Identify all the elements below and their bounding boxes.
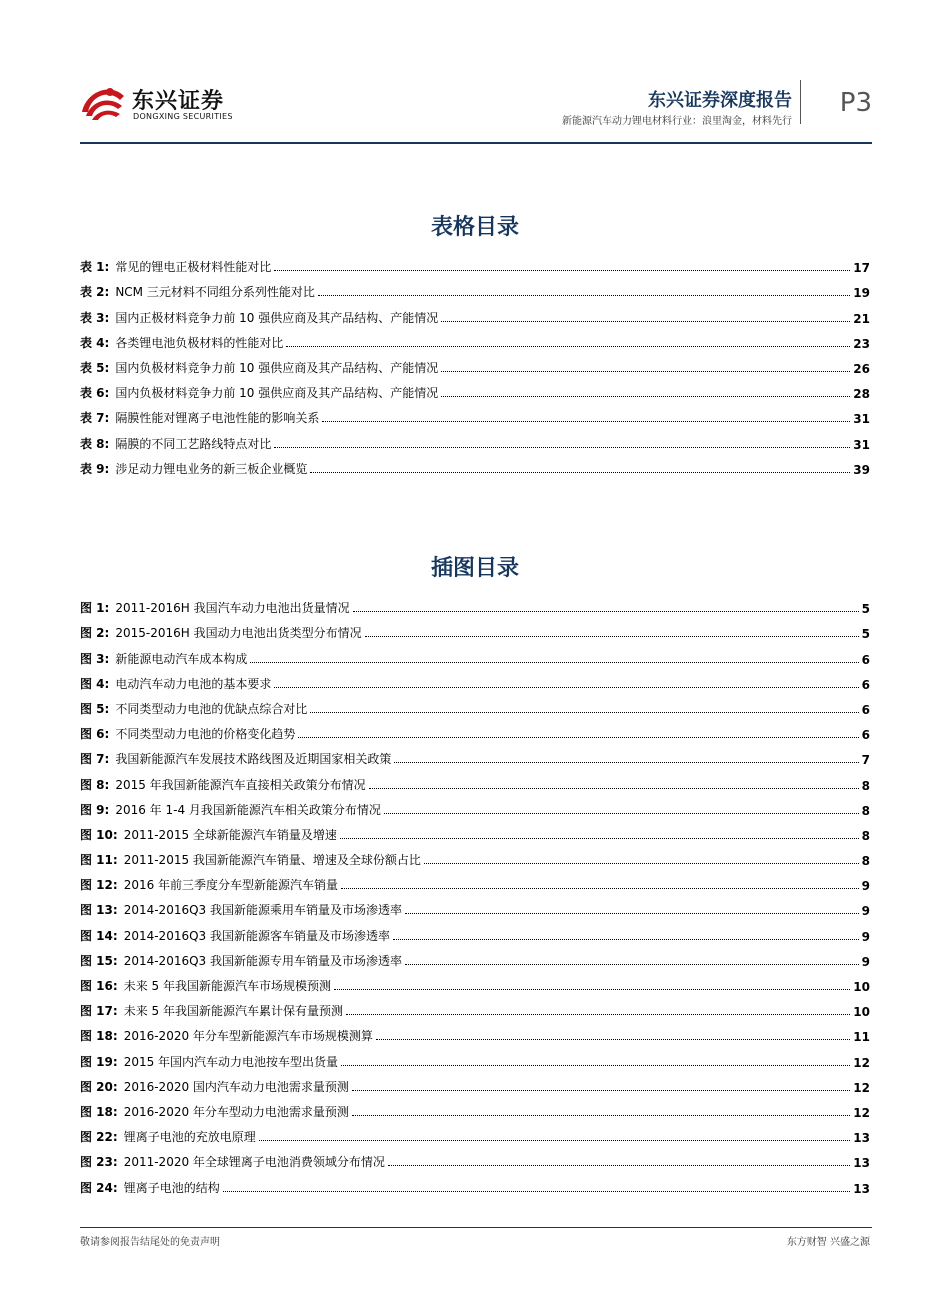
- figure-toc-entry[interactable]: [80, 893, 870, 918]
- toc-entry-text: 未来 5 年我国新能源汽车累计保有量预测: [123, 1004, 343, 1019]
- figure-toc-entry[interactable]: [80, 1095, 870, 1120]
- logo-english-name: DONGXING SECURITIES: [133, 112, 233, 121]
- figure-toc-entry[interactable]: [80, 868, 870, 893]
- toc-leader-dots: [384, 812, 859, 814]
- toc-leader-dots: [346, 1013, 850, 1015]
- toc-entry-label: 图 5:: [80, 701, 110, 716]
- report-subtitle: 新能源汽车动力锂电材料行业：浪里淘金，材料先行: [562, 116, 792, 127]
- figures-toc-title: 插图目录: [430, 556, 519, 581]
- toc-entry-page: 13: [853, 1131, 870, 1146]
- toc-entry-text: 2014-2016Q3 我国新能源乘用车销量及市场渗透率: [123, 903, 402, 918]
- toc-entry-text: 2011-2020 年全球锂离子电池消费领域分布情况: [123, 1155, 385, 1170]
- toc-entry-label: 图 14:: [80, 928, 118, 943]
- toc-entry-text: 2016 年 1-4 月我国新能源汽车相关政策分布情况: [115, 802, 381, 817]
- figures-toc-list: [80, 591, 870, 1196]
- table-toc-entry[interactable]: [80, 426, 870, 451]
- toc-entry-label: 图 9:: [80, 802, 110, 817]
- table-toc-entry[interactable]: [80, 300, 870, 325]
- toc-entry-text: 2016-2020 年分车型新能源汽车市场规模测算: [123, 1029, 373, 1044]
- footer-slogan: 东方财智 兴盛之源: [786, 1237, 870, 1248]
- toc-entry-label: 图 17:: [80, 1004, 118, 1019]
- table-toc-entry[interactable]: [80, 250, 870, 275]
- figure-toc-entry[interactable]: [80, 944, 870, 969]
- toc-entry-label: 图 11:: [80, 853, 118, 868]
- toc-entry-label: 图 16:: [80, 979, 118, 993]
- company-logo: [80, 78, 280, 126]
- toc-entry-page: 9: [861, 929, 870, 944]
- tables-toc-title: 表格目录: [430, 215, 519, 240]
- toc-entry-page: 5: [861, 627, 870, 642]
- toc-entry-text: 2011-2015 我国新能源汽车销量、增速及全球份额占比: [123, 853, 421, 868]
- toc-leader-dots: [223, 1190, 851, 1192]
- toc-leader-dots: [298, 736, 858, 738]
- figure-toc-entry[interactable]: [80, 667, 870, 692]
- toc-entry-text: 常见的锂电正极材料性能对比: [115, 260, 272, 275]
- toc-entry-label: 图 15:: [80, 953, 118, 968]
- figure-toc-entry[interactable]: [80, 641, 870, 666]
- toc-leader-dots: [365, 635, 859, 637]
- toc-entry-text: 2014-2016Q3 我国新能源客车销量及市场渗透率: [123, 928, 390, 943]
- toc-leader-dots: [405, 912, 859, 914]
- table-toc-entry[interactable]: [80, 401, 870, 426]
- toc-entry-label: 图 3:: [80, 651, 110, 666]
- toc-entry-label: 表 4:: [80, 335, 110, 350]
- toc-leader-dots: [341, 1064, 850, 1066]
- toc-entry-text: 国内正极材料竞争力前 10 强供应商及其产品结构、产能情况: [115, 310, 439, 325]
- toc-entry-page: 39: [853, 462, 870, 477]
- toc-leader-dots: [352, 1114, 850, 1116]
- toc-entry-text: 不同类型动力电池的优缺点综合对比: [115, 701, 308, 716]
- toc-entry-text: 隔膜的不同工艺路线特点对比: [115, 436, 272, 451]
- toc-entry-page: 19: [853, 286, 870, 301]
- toc-entry-page: 26: [853, 361, 870, 376]
- header-rule: [80, 142, 872, 144]
- toc-entry-text: 新能源电动汽车成本构成: [115, 651, 248, 666]
- figure-toc-entry[interactable]: [80, 1070, 870, 1095]
- toc-entry-page: 13: [853, 1181, 870, 1196]
- toc-entry-text: 国内负极材料竞争力前 10 强供应商及其产品结构、产能情况: [115, 360, 439, 375]
- table-toc-entry[interactable]: [80, 326, 870, 351]
- toc-entry-text: 2015 年我国新能源汽车直接相关政策分布情况: [115, 777, 366, 792]
- toc-entry-label: 图 13:: [80, 903, 118, 918]
- dongxing-logo-icon: [80, 82, 126, 122]
- toc-entry-page: 11: [853, 1030, 870, 1045]
- figure-toc-entry[interactable]: [80, 1120, 870, 1145]
- toc-entry-label: 图 19:: [80, 1054, 118, 1069]
- toc-entry-label: 表 3:: [80, 310, 110, 325]
- toc-entry-label: 表 9:: [80, 461, 110, 476]
- toc-entry-page: 10: [853, 980, 870, 994]
- toc-entry-text: 锂离子电池的充放电原理: [123, 1130, 256, 1145]
- figure-toc-entry[interactable]: [80, 767, 870, 792]
- toc-entry-label: 图 12:: [80, 878, 118, 893]
- toc-entry-text: 2016-2020 年分车型动力电池需求量预测: [123, 1104, 349, 1119]
- toc-entry-label: 表 7:: [80, 411, 110, 426]
- figure-toc-entry[interactable]: [80, 692, 870, 717]
- toc-entry-page: 12: [853, 1105, 870, 1120]
- page-number: P3: [839, 88, 872, 118]
- figure-toc-entry[interactable]: [80, 843, 870, 868]
- toc-entry-text: 2016-2020 国内汽车动力电池需求量预测: [123, 1079, 349, 1094]
- toc-entry-label: 图 4:: [80, 676, 110, 691]
- toc-entry-page: 9: [861, 904, 870, 919]
- toc-entry-page: 21: [853, 311, 870, 326]
- tables-toc-list: [80, 250, 870, 477]
- toc-entry-text: 涉足动力锂电业务的新三板企业概览: [115, 461, 308, 476]
- toc-entry-text: 2015-2016H 我国动力电池出货类型分布情况: [115, 626, 362, 641]
- figure-toc-entry[interactable]: [80, 918, 870, 943]
- toc-entry-label: 图 1:: [80, 601, 110, 616]
- toc-entry-label: 表 5:: [80, 360, 110, 375]
- toc-entry-page: 6: [861, 728, 870, 743]
- toc-leader-dots: [352, 1089, 850, 1091]
- figure-toc-entry[interactable]: [80, 1019, 870, 1044]
- header-divider: [800, 80, 801, 124]
- toc-entry-label: 图 2:: [80, 626, 110, 641]
- toc-entry-page: 13: [853, 1156, 870, 1171]
- logo-chinese-name: 东兴证券: [132, 89, 225, 114]
- toc-entry-label: 图 6:: [80, 727, 110, 742]
- toc-leader-dots: [441, 320, 850, 322]
- toc-leader-dots: [334, 988, 850, 990]
- toc-entry-page: 6: [861, 677, 870, 692]
- toc-entry-text: 我国新能源汽车发展技术路线图及近期国家相关政策: [115, 752, 392, 767]
- toc-entry-page: 8: [861, 854, 870, 869]
- toc-entry-label: 表 6:: [80, 386, 110, 401]
- figure-toc-entry[interactable]: [80, 717, 870, 742]
- figure-toc-entry[interactable]: [80, 994, 870, 1019]
- toc-entry-text: 2011-2016H 我国汽车动力电池出货量情况: [115, 601, 350, 616]
- toc-entry-text: 隔膜性能对锂离子电池性能的影响关系: [115, 411, 320, 426]
- toc-entry-label: 图 22:: [80, 1130, 118, 1145]
- toc-entry-page: 31: [853, 437, 870, 452]
- toc-entry-text: 电动汽车动力电池的基本要求: [115, 676, 272, 691]
- toc-entry-label: 图 20:: [80, 1079, 118, 1094]
- toc-entry-page: 31: [853, 412, 870, 427]
- toc-leader-dots: [341, 887, 859, 889]
- toc-entry-text: NCM 三元材料不同组分系列性能对比: [115, 285, 315, 300]
- toc-entry-label: 表 2:: [80, 285, 110, 300]
- toc-entry-text: 2014-2016Q3 我国新能源专用车销量及市场渗透率: [123, 953, 402, 968]
- toc-entry-text: 国内负极材料竞争力前 10 强供应商及其产品结构、产能情况: [115, 386, 439, 401]
- figure-toc-entry[interactable]: [80, 969, 870, 994]
- toc-leader-dots: [405, 963, 859, 965]
- toc-leader-dots: [388, 1164, 850, 1166]
- toc-leader-dots: [441, 395, 850, 397]
- toc-entry-page: 12: [853, 1055, 870, 1070]
- table-toc-entry[interactable]: [80, 452, 870, 477]
- figure-toc-entry[interactable]: [80, 1145, 870, 1170]
- toc-leader-dots: [250, 661, 858, 663]
- toc-leader-dots: [310, 471, 850, 473]
- toc-entry-text: 未来 5 年我国新能源汽车市场规模预测: [123, 979, 331, 993]
- toc-entry-page: 23: [853, 336, 870, 351]
- toc-leader-dots: [274, 686, 858, 688]
- toc-entry-page: 6: [861, 652, 870, 667]
- figure-toc-entry[interactable]: [80, 1044, 870, 1069]
- toc-entry-text: 各类锂电池负极材料的性能对比: [115, 335, 284, 350]
- toc-entry-label: 图 23:: [80, 1155, 118, 1170]
- toc-leader-dots: [369, 787, 859, 789]
- figure-toc-entry[interactable]: [80, 616, 870, 641]
- toc-entry-label: 表 1:: [80, 260, 110, 275]
- toc-entry-page: 8: [861, 828, 870, 843]
- toc-leader-dots: [376, 1038, 850, 1040]
- toc-leader-dots: [340, 837, 859, 839]
- table-toc-entry[interactable]: [80, 376, 870, 401]
- toc-entry-label: 图 18:: [80, 1104, 118, 1119]
- toc-entry-label: 图 7:: [80, 752, 110, 767]
- toc-entry-label: 表 8:: [80, 436, 110, 451]
- toc-entry-text: 2011-2015 全球新能源汽车销量及增速: [123, 827, 337, 842]
- toc-entry-text: 锂离子电池的结构: [123, 1180, 220, 1195]
- toc-entry-page: 28: [853, 387, 870, 402]
- report-title: 东兴证券深度报告: [648, 90, 792, 111]
- toc-leader-dots: [318, 294, 850, 296]
- figure-toc-entry[interactable]: [80, 793, 870, 818]
- toc-entry-label: 图 24:: [80, 1180, 118, 1195]
- toc-entry-page: 8: [861, 778, 870, 793]
- toc-entry-page: 6: [861, 702, 870, 717]
- toc-leader-dots: [394, 761, 858, 763]
- toc-entry-page: 17: [853, 261, 870, 276]
- toc-leader-dots: [441, 370, 850, 372]
- toc-leader-dots: [274, 269, 850, 271]
- toc-leader-dots: [322, 420, 850, 422]
- toc-entry-label: 图 18:: [80, 1029, 118, 1044]
- toc-entry-label: 图 10:: [80, 827, 118, 842]
- figure-toc-entry[interactable]: [80, 818, 870, 843]
- footer-rule: [80, 1227, 872, 1228]
- toc-entry-page: 7: [861, 753, 870, 768]
- toc-leader-dots: [310, 711, 858, 713]
- toc-leader-dots: [393, 938, 859, 940]
- toc-leader-dots: [259, 1139, 851, 1141]
- table-toc-entry[interactable]: [80, 275, 870, 300]
- footer-disclaimer: 敬请参阅报告结尾处的免责声明: [80, 1237, 220, 1248]
- toc-leader-dots: [424, 862, 859, 864]
- toc-entry-label: 图 8:: [80, 777, 110, 792]
- toc-entry-text: 不同类型动力电池的价格变化趋势: [115, 727, 296, 742]
- toc-entry-page: 8: [861, 803, 870, 818]
- toc-entry-text: 2015 年国内汽车动力电池按车型出货量: [123, 1054, 339, 1069]
- toc-entry-page: 9: [861, 954, 870, 969]
- table-toc-entry[interactable]: [80, 351, 870, 376]
- figure-toc-entry[interactable]: [80, 591, 870, 616]
- figure-toc-entry[interactable]: [80, 742, 870, 767]
- page-header: [80, 78, 872, 144]
- toc-entry-text: 2016 年前三季度分车型新能源汽车销量: [123, 878, 339, 893]
- toc-entry-page: 10: [853, 1005, 870, 1020]
- toc-entry-page: 5: [861, 602, 870, 617]
- toc-leader-dots: [353, 610, 859, 612]
- figure-toc-entry[interactable]: [80, 1170, 870, 1195]
- toc-entry-page: 12: [853, 1080, 870, 1095]
- toc-leader-dots: [286, 345, 850, 347]
- toc-entry-page: 9: [861, 879, 870, 894]
- toc-leader-dots: [274, 446, 850, 448]
